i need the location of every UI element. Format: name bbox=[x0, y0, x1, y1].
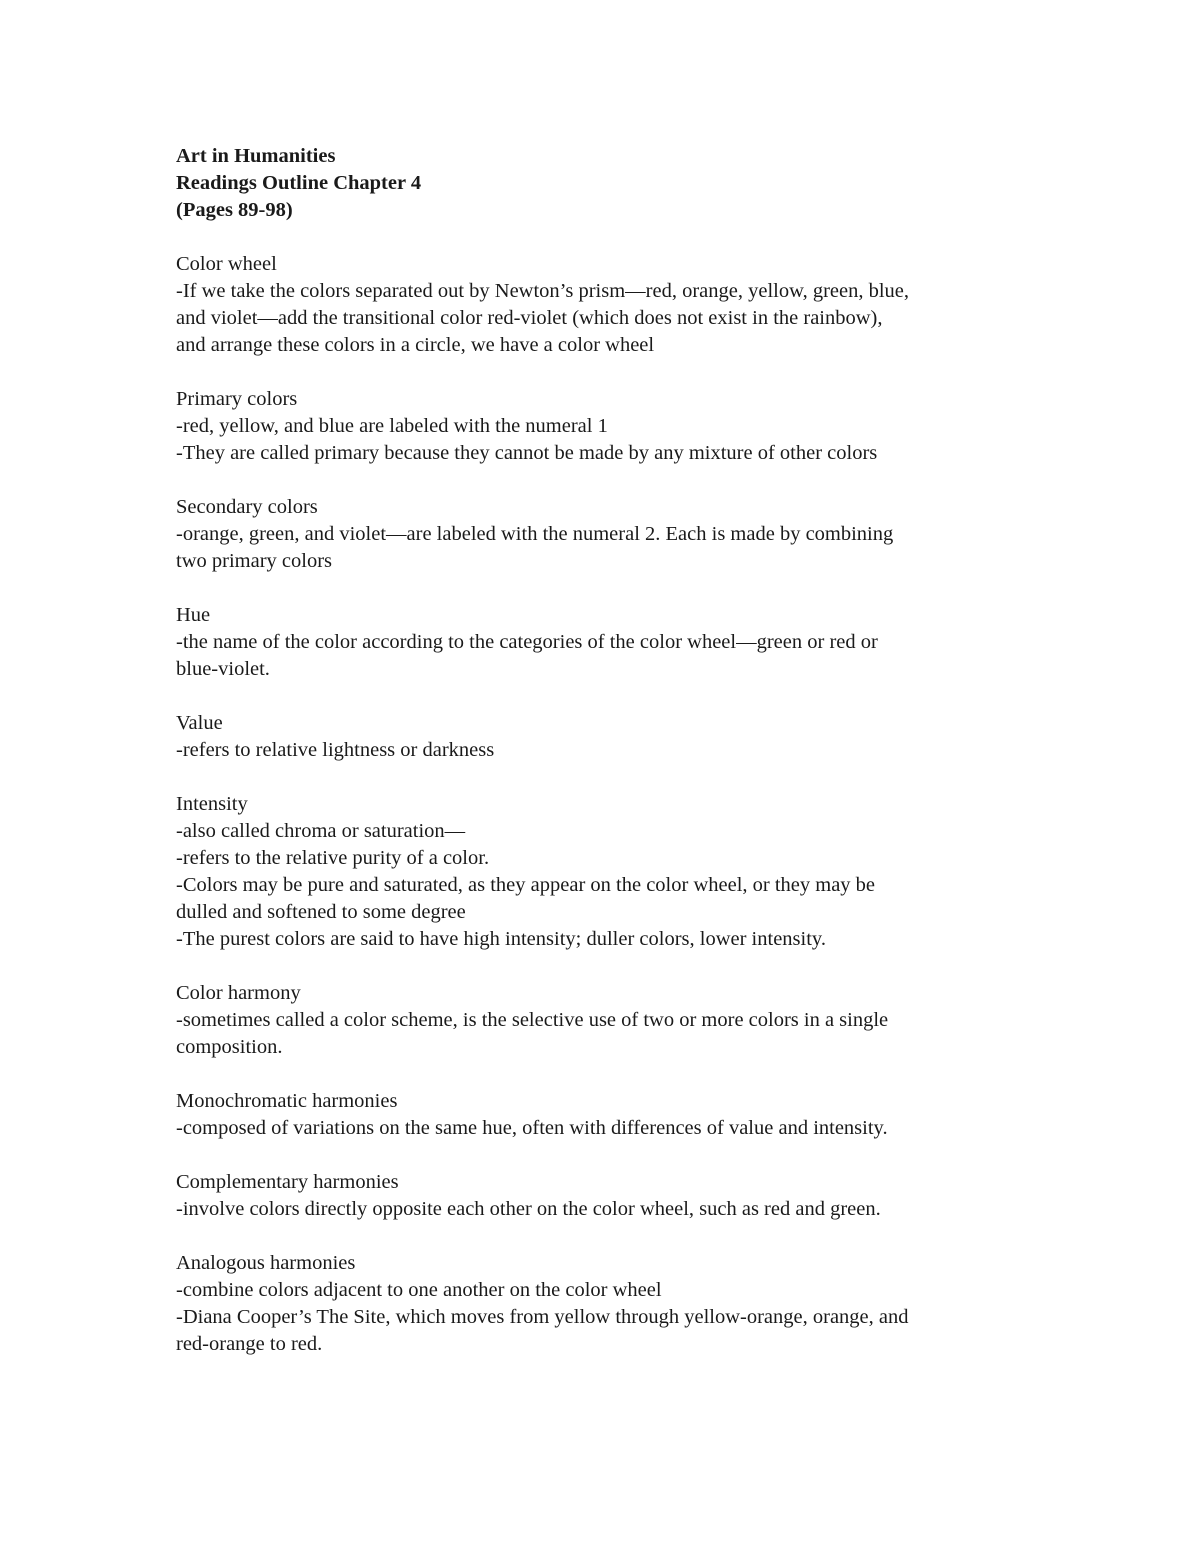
section-line: red-orange to red. bbox=[176, 1333, 323, 1355]
outline-section bbox=[176, 386, 1056, 467]
outline-section bbox=[176, 980, 1056, 1061]
section-line: -red, yellow, and blue are labeled with the numeral 1 bbox=[176, 415, 608, 437]
section-line: two primary colors bbox=[176, 550, 332, 572]
chapter-title: Readings Outline Chapter 4 bbox=[176, 172, 422, 194]
section-line: -refers to the relative purity of a color. bbox=[176, 847, 490, 869]
outline-body bbox=[176, 251, 1056, 1358]
section-title: Monochromatic harmonies bbox=[176, 1090, 398, 1112]
section-title: Analogous harmonies bbox=[176, 1252, 356, 1274]
section-line: -refers to relative lightness or darkness bbox=[176, 739, 495, 761]
section-line: -Colors may be pure and saturated, as they appear on the color wheel, or they may be bbox=[176, 874, 876, 896]
section-title: Color wheel bbox=[176, 253, 277, 275]
section-title: Value bbox=[176, 712, 223, 734]
section-line: -orange, green, and violet—are labeled with the numeral 2. Each is made by combining bbox=[176, 523, 894, 545]
section-line: -Diana Cooper’s The Site, which moves from yellow through yellow-orange, orange, and bbox=[176, 1306, 909, 1328]
section-line: -also called chroma or saturation— bbox=[176, 820, 466, 842]
section-line: -composed of variations on the same hue, often with differences of value and intensity. bbox=[176, 1117, 888, 1139]
section-line: dulled and softened to some degree bbox=[176, 901, 466, 923]
section-line: blue-violet. bbox=[176, 658, 270, 680]
section-line: -The purest colors are said to have high intensity; duller colors, lower intensity. bbox=[176, 928, 826, 950]
section-line: composition. bbox=[176, 1036, 283, 1058]
document-header bbox=[176, 143, 1056, 224]
section-title: Intensity bbox=[176, 793, 248, 815]
outline-section bbox=[176, 1088, 1056, 1142]
document-page bbox=[176, 143, 1056, 1385]
outline-section bbox=[176, 494, 1056, 575]
section-title: Color harmony bbox=[176, 982, 301, 1004]
outline-section bbox=[176, 251, 1056, 359]
section-title: Secondary colors bbox=[176, 496, 318, 518]
section-line: -sometimes called a color scheme, is the selective use of two or more colors in a single bbox=[176, 1009, 889, 1031]
outline-section bbox=[176, 1169, 1056, 1223]
section-line: -the name of the color according to the categories of the color wheel—green or red or bbox=[176, 631, 878, 653]
course-title: Art in Humanities bbox=[176, 145, 336, 167]
section-title: Complementary harmonies bbox=[176, 1171, 399, 1193]
section-line: and arrange these colors in a circle, we have a color wheel bbox=[176, 334, 655, 356]
section-title: Hue bbox=[176, 604, 211, 626]
page-range: (Pages 89-98) bbox=[176, 199, 293, 221]
section-line: -If we take the colors separated out by Newton’s prism—red, orange, yellow, green, blue, bbox=[176, 280, 910, 302]
outline-section bbox=[176, 602, 1056, 683]
section-line: -They are called primary because they cannot be made by any mixture of other colors bbox=[176, 442, 878, 464]
outline-section bbox=[176, 1250, 1056, 1358]
section-line: -combine colors adjacent to one another on the color wheel bbox=[176, 1279, 662, 1301]
section-title: Primary colors bbox=[176, 388, 298, 410]
section-line: and violet—add the transitional color red-violet (which does not exist in the rainbow), bbox=[176, 307, 883, 329]
outline-section bbox=[176, 710, 1056, 764]
section-line: -involve colors directly opposite each other on the color wheel, such as red and green. bbox=[176, 1198, 881, 1220]
outline-section bbox=[176, 791, 1056, 953]
